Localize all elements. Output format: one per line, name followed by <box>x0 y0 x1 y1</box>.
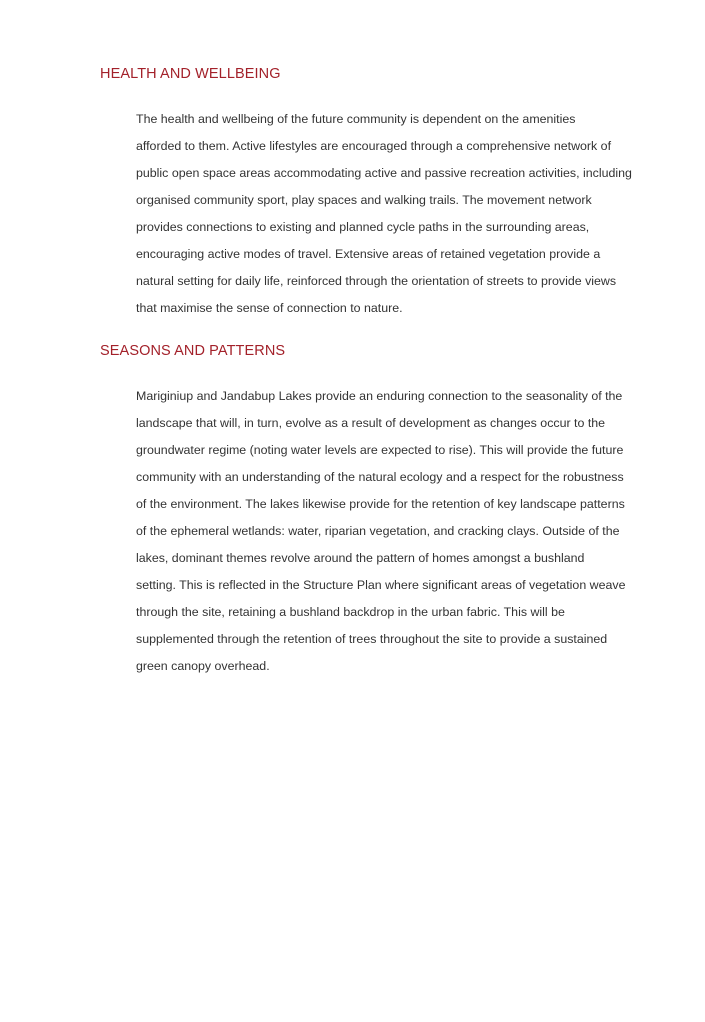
paragraph-line: landscape that will, in turn, evolve as a result of development as changes occur to the <box>136 416 606 430</box>
paragraph-line: groundwater regime (noting water levels are expected to rise). This will provide the future <box>136 443 624 457</box>
paragraph-line: provides connections to existing and planned cycle paths in the surrounding areas, <box>136 220 590 234</box>
section-heading-seasons-and-patterns: SEASONS AND PATTERNS <box>100 343 286 359</box>
section-paragraph-seasons-and-patterns <box>136 383 656 680</box>
paragraph-line: public open space areas accommodating active and passive recreation activities, including <box>136 166 632 180</box>
paragraph-line: of the environment. The lakes likewise provide for the retention of key landscape patterns <box>136 497 625 511</box>
section-paragraph-health-and-wellbeing <box>136 106 656 322</box>
paragraph-line: Mariginiup and Jandabup Lakes provide an enduring connection to the seasonality of the <box>136 389 623 403</box>
paragraph-line: of the ephemeral wetlands: water, riparian vegetation, and cracking clays. Outside of the <box>136 524 620 538</box>
paragraph-line: setting. This is reflected in the Structure Plan where significant areas of vegetation weave <box>136 578 626 592</box>
paragraph-line: natural setting for daily life, reinforced through the orientation of streets to provide views <box>136 274 617 288</box>
paragraph-line: through the site, retaining a bushland backdrop in the urban fabric. This will be <box>136 605 565 619</box>
paragraph-line: organised community sport, play spaces and walking trails. The movement network <box>136 193 592 207</box>
paragraph-line: afforded to them. Active lifestyles are encouraged through a comprehensive network of <box>136 139 612 153</box>
paragraph-line: lakes, dominant themes revolve around the pattern of homes amongst a bushland <box>136 551 585 565</box>
paragraph-line: The health and wellbeing of the future community is dependent on the amenities <box>136 112 576 126</box>
paragraph-line: community with an understanding of the natural ecology and a respect for the robustness <box>136 470 624 484</box>
paragraph-line: green canopy overhead. <box>136 659 270 673</box>
paragraph-line: that maximise the sense of connection to nature. <box>136 301 403 315</box>
paragraph-line: encouraging active modes of travel. Extensive areas of retained vegetation provide a <box>136 247 601 261</box>
paragraph-line: supplemented through the retention of trees throughout the site to provide a sustained <box>136 632 608 646</box>
section-heading-health-and-wellbeing: HEALTH AND WELLBEING <box>100 66 281 82</box>
